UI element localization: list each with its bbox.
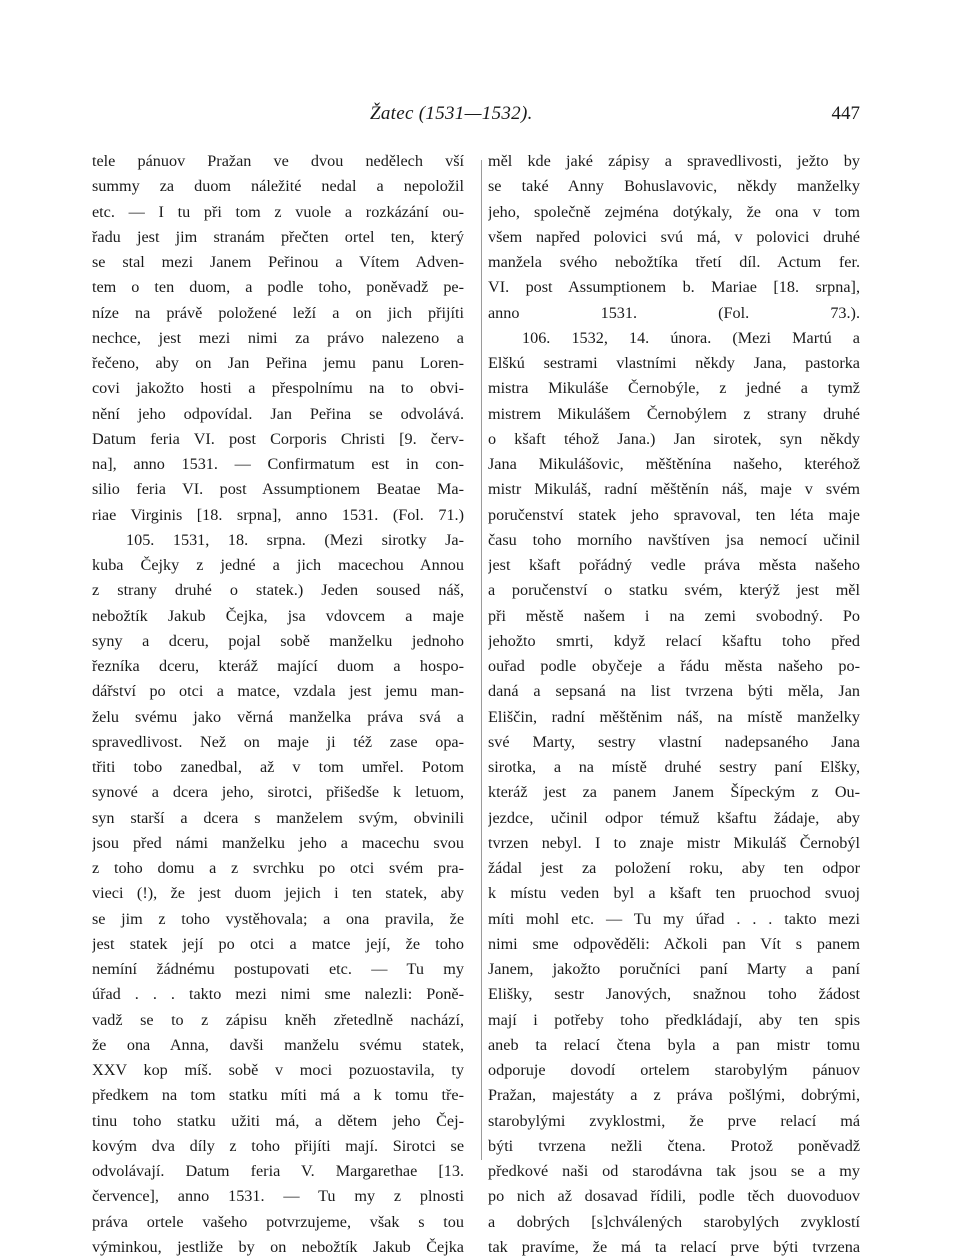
text-line: 106. 1532, 14. února. (Mezi Martú a [522,328,860,347]
text-line: summy za duom náležité nedal a nepoložil [92,177,464,196]
text-line: ouřad podle obyčeje a řádu města našeho po- [488,657,860,675]
text-line: starobylými zvyklostmi, že prve relací má [488,1111,860,1130]
text-line: kuba Čejky z jedné a jich macechou Annou [92,556,464,574]
text-line: třiti tobo zanedbal, až v tom umřel. Potom [92,758,464,776]
text-line: z strany druhé o statek.) Jeden soused náš, [92,581,464,600]
text-line: syn starší a dcera s manželem svým, obvinili [92,808,464,827]
text-line: vieci (!), že jest duom jejich i ten statek, aby [92,884,464,903]
text-line: Datum feria VI. post Corporis Christi [9. červ- [92,429,464,448]
text-line: poručenství statek jeho spravoval, ten léta maje [488,505,860,524]
text-line: po nich až dosavad řídili, podle těch duovoduov [488,1187,860,1206]
text-line: riae Virginis [18. srpna], anno 1531. (Fol. 71.) [92,505,464,524]
text-line: Elišky, sestr Janových, snažnou toho žádost [488,985,860,1004]
text-line: a dobrých [s]chválených starobylých zvyklostí [488,1212,860,1231]
text-line: aneb ta relací čtena byla a pan mistr tomu [488,1035,860,1054]
text-line: nemíní žádnému postupovati etc. — Tu my [92,960,464,978]
text-line: covi jakožto hosti a přespolnímu na to obvi- [92,379,464,398]
text-line: spravedlivost. Než on maje ji též zase opa- [92,732,464,751]
text-line: mistr Mikuláš, radní měštěnín náš, maje v svém [488,480,860,499]
text-line: Pražan, majestáty a z práva pošlými, dobrými, [488,1086,860,1105]
text-line: býti tvrzena nežli čtena. Protož poněvadž [488,1136,860,1155]
text-line: synové a dcera jeho, sirotci, přišedše k letuom, [92,783,464,802]
text-line: anno 1531. (Fol. 73.). [488,303,860,322]
running-title: Žatec (1531—1532). [370,103,533,124]
text-line: vadž se to z zápisu kněh zřetedlně nachází, [92,1010,464,1029]
text-line: Elškú sestrami vlastními někdy Jana, pastorka [488,354,860,372]
text-line: Janem, jakožto poručníci paní Marty a paní [488,960,860,978]
column-divider [481,160,482,1160]
text-line: níze na právě položené leží a on jich přijíti [92,303,464,322]
text-line: manžela svého nebožtíka třetí díl. Actum fer. [488,253,860,271]
running-header [0,103,960,133]
text-line: jezdce, učinil odpor témuž kšaftu žádaje, aby [488,808,860,827]
page-number: 447 [831,103,860,124]
text-line: VI. post Assumptionem b. Mariae [18. srpna], [488,278,860,297]
text-line: o kšaft téhož Jana.) Jan sirotek, syn někdy [488,429,860,448]
right-column [488,149,860,1260]
text-line: jsou před námi manželku jeho a macechu svou [92,833,464,852]
text-line: k místu veden byl a kšaft ten pruochod svuoj [488,884,860,903]
text-line: odvolávají. Datum feria V. Margarethae [13. [92,1162,464,1180]
text-line: Eliščin, radní měštěnim náš, na místě manželky [488,707,860,726]
text-line: tem o ten duom, a podle toho, poněvadž pe- [92,278,464,297]
text-line: řečeno, aby on Jan Peřina jemu panu Loren- [92,354,464,372]
text-line: tele pánuov Pražan ve dvou nedělech vší [92,152,464,170]
text-line: tvrzen nebyl. I to znaje mistr Mikuláš Černobýl [488,833,860,852]
text-line: z toho domu a z svrchku po otci svém pra- [92,859,464,877]
text-line: mistrem Mikulášem Černobýlem z strany druhé [488,404,860,423]
text-line: tak pravíme, že má ta relací prve býti tvrzena [488,1237,860,1256]
text-line: syny a dceru, pojal sobě manželku jednoho [92,631,464,650]
text-line: se jim z toho vystěhovala; a ona pravila, že [92,909,464,928]
text-line: předkem na tom statku míti má a k tomu tře- [92,1086,464,1105]
text-line: kovým dva díly z toho přijíti mají. Sirotci se [92,1136,464,1155]
text-line: jest statek její po otci a matce její, že toho [92,934,464,953]
text-line: práva ortele vašeho potvrzujeme, však s tou [92,1212,464,1231]
text-line: úřad . . . takto mezi nimi sme nalezli: Poně- [92,985,464,1004]
text-line: mistra Mikuláše Černobýle, z jedné a tymž [488,379,860,398]
text-line: a poručenství o statku svém, kterýž jest měl [488,581,860,600]
text-line: 105. 1531, 18. srpna. (Mezi sirotky Ja- [126,530,464,549]
text-line: na], anno 1531. — Confirmatum est in con- [92,455,464,473]
text-line: daná a sepsaná na list tvrzena býti měla, Jan [488,682,860,701]
left-column [92,149,464,1260]
text-line: řadu jest jim stranám přečten ortel ten, který [92,227,464,246]
text-line: mají i potřeby toho předkládají, aby ten spis [488,1010,860,1029]
text-line: že ona Anna, davši manželu svému statek, [92,1035,464,1054]
text-line: míti mohl etc. — Tu my úřad . . . takto mezi [488,909,860,928]
text-line: jeho, společně zejména dotýkaly, že ona v tom [488,202,860,221]
text-line: všem napřed polovici svú má, v polovici druhé [488,227,860,246]
text-line: tinu toho statku užiti má, a dětem jeho Čej- [92,1111,464,1130]
text-line: nebožtík Jakub Čejka, jsa vdovcem a maje [92,606,464,625]
text-line: července], anno 1531. — Tu my z plnosti [92,1187,464,1206]
text-line: odporuje dovodí ortelem starobylým pánuov [488,1061,860,1079]
text-line: XXV kop míš. sobě v moci pozuostavila, ty [92,1061,464,1079]
text-line: kteráž jest za panem Janem Šípeckým z Ou- [488,783,860,802]
text-line: etc. — I tu při tom z vuole a rozkázání ou- [92,202,464,221]
text-line: dářství po otci a matce, vzdala jest jemu man- [92,682,464,701]
text-line: předkové naši od starodávna tak jsou se a my [488,1162,860,1180]
text-line: žádal jest za položení roku, aby ten odpor [488,859,860,877]
text-line: se také Anny Bohuslavovic, někdy manželky [488,177,860,196]
text-line: nimi sme odpověděli: Ačkoli pan Vít s panem [488,934,860,953]
text-line: želu svému jako věrná manželka práva svá a [92,707,464,726]
text-line: řezníka dceru, kteráž mající duom a hospo- [92,657,464,675]
text-line: Jana Mikulášovic, měštěnína našeho, kteréhož [488,455,860,473]
text-line: času toho morního navštíven jsa nemocí učinil [488,530,860,549]
text-line: nechce, jest mezi nimi za právo nalezeno a [92,328,464,347]
text-line: se stal mezi Janem Peřinou a Vítem Adven- [92,253,464,271]
text-line: silio feria VI. post Assumptionem Beatae Ma- [92,480,464,499]
text-line: své Marty, sestry vlastní nadepsaného Jana [488,732,860,751]
text-line: výminkou, jestliže by on nebožtík Jakub Čejka [92,1237,464,1256]
text-line: jest kšaft pořádný vedle práva města našeho [488,556,860,574]
text-line: sirotka, a na místě druhé sestry paní Elšky, [488,758,860,776]
text-line: jehožto smrti, když relací kšaftu toho před [488,631,860,650]
text-line: měl kde jaké zápisy a spravedlivosti, ježto by [488,152,860,170]
text-line: při městě našem i na zemi svobodný. Po [488,606,860,625]
text-line: nění jeho odpovídal. Jan Peřina se odvolává. [92,404,464,423]
